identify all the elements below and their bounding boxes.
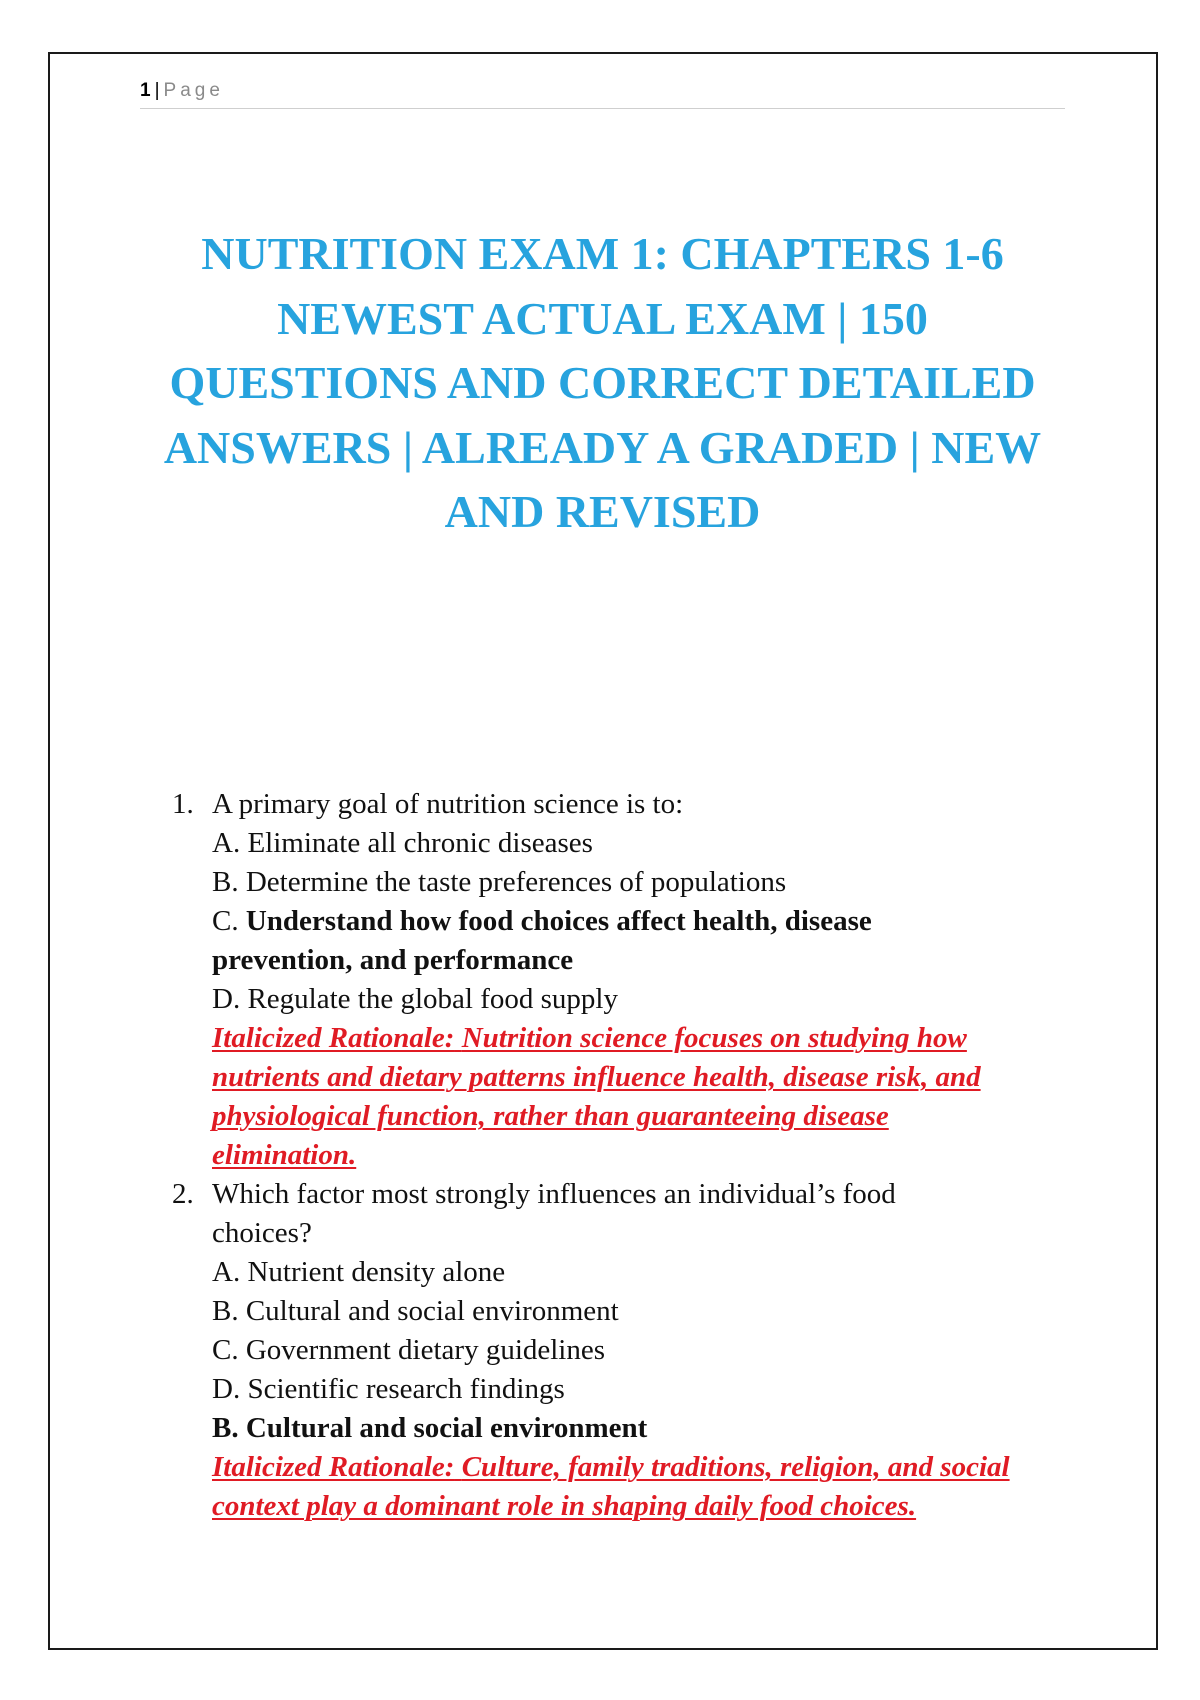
page-label: Page	[163, 80, 224, 101]
question-stem: A primary goal of nutrition science is to:	[212, 788, 684, 820]
title-line: NEWEST ACTUAL EXAM | 150	[277, 292, 928, 344]
option-letter: B.	[212, 866, 239, 898]
option-letter: D.	[212, 1373, 241, 1405]
title-line: QUESTIONS AND CORRECT DETAILED	[169, 357, 1036, 408]
page-separator: |	[154, 80, 160, 101]
option-letter: A.	[212, 1256, 241, 1288]
document-title	[120, 222, 1085, 545]
option-b	[212, 863, 1072, 902]
option-a	[212, 824, 1072, 863]
page-number: 1	[140, 80, 151, 101]
option-d	[212, 1370, 1072, 1409]
option-letter: C.	[212, 905, 239, 937]
page-header	[140, 78, 1065, 109]
rationale-label: Italicized Rationale:	[212, 1451, 455, 1483]
option-b	[212, 1292, 1072, 1331]
option-text: Eliminate all chronic diseases	[247, 827, 593, 859]
option-letter: A.	[212, 827, 241, 859]
title-line: AND REVISED	[444, 486, 761, 537]
rationale-text: Culture, family traditions, religion, and social context play a dominant role in shaping daily food choices.	[212, 1451, 1010, 1522]
rationale-text: Nutrition science focuses on studying how nutrients and dietary patterns influence health, disease risk, and physiological function, rather than guaranteeing disease elimination.	[212, 1022, 981, 1171]
option-d	[212, 980, 1072, 1019]
option-c	[212, 1331, 1072, 1370]
option-letter: D.	[212, 983, 241, 1015]
option-text: Regulate the global food supply	[247, 983, 618, 1015]
option-text: Determine the taste preferences of populations	[245, 866, 787, 898]
rationale-label: Italicized Rationale:	[212, 1022, 455, 1054]
title-line: ANSWERS | ALREADY A GRADED | NEW	[163, 421, 1042, 473]
option-text: Nutrient density alone	[247, 1256, 506, 1288]
option-c-correct	[212, 902, 932, 980]
option-a	[212, 1253, 1072, 1292]
option-letter: C.	[212, 1334, 239, 1366]
question-number: 2.	[172, 1178, 194, 1210]
option-text: Scientific research findings	[247, 1373, 565, 1405]
question-2	[172, 1175, 1072, 1526]
question-stem: Which factor most strongly influences an individual’s food choices?	[212, 1178, 896, 1249]
rationale	[212, 1019, 1012, 1175]
correct-answer: B. Cultural and social environment	[212, 1412, 648, 1444]
rationale	[212, 1448, 1062, 1526]
question-list	[172, 785, 1072, 1526]
option-text: Government dietary guidelines	[245, 1334, 606, 1366]
question-number: 1.	[172, 788, 194, 820]
question-1	[172, 785, 1072, 1175]
option-text: Understand how food choices affect health, disease prevention, and performance	[212, 905, 872, 976]
option-letter: B.	[212, 1295, 239, 1327]
title-line: NUTRITION EXAM 1: CHAPTERS 1-6	[201, 228, 1004, 279]
option-text: Cultural and social environment	[245, 1295, 619, 1327]
